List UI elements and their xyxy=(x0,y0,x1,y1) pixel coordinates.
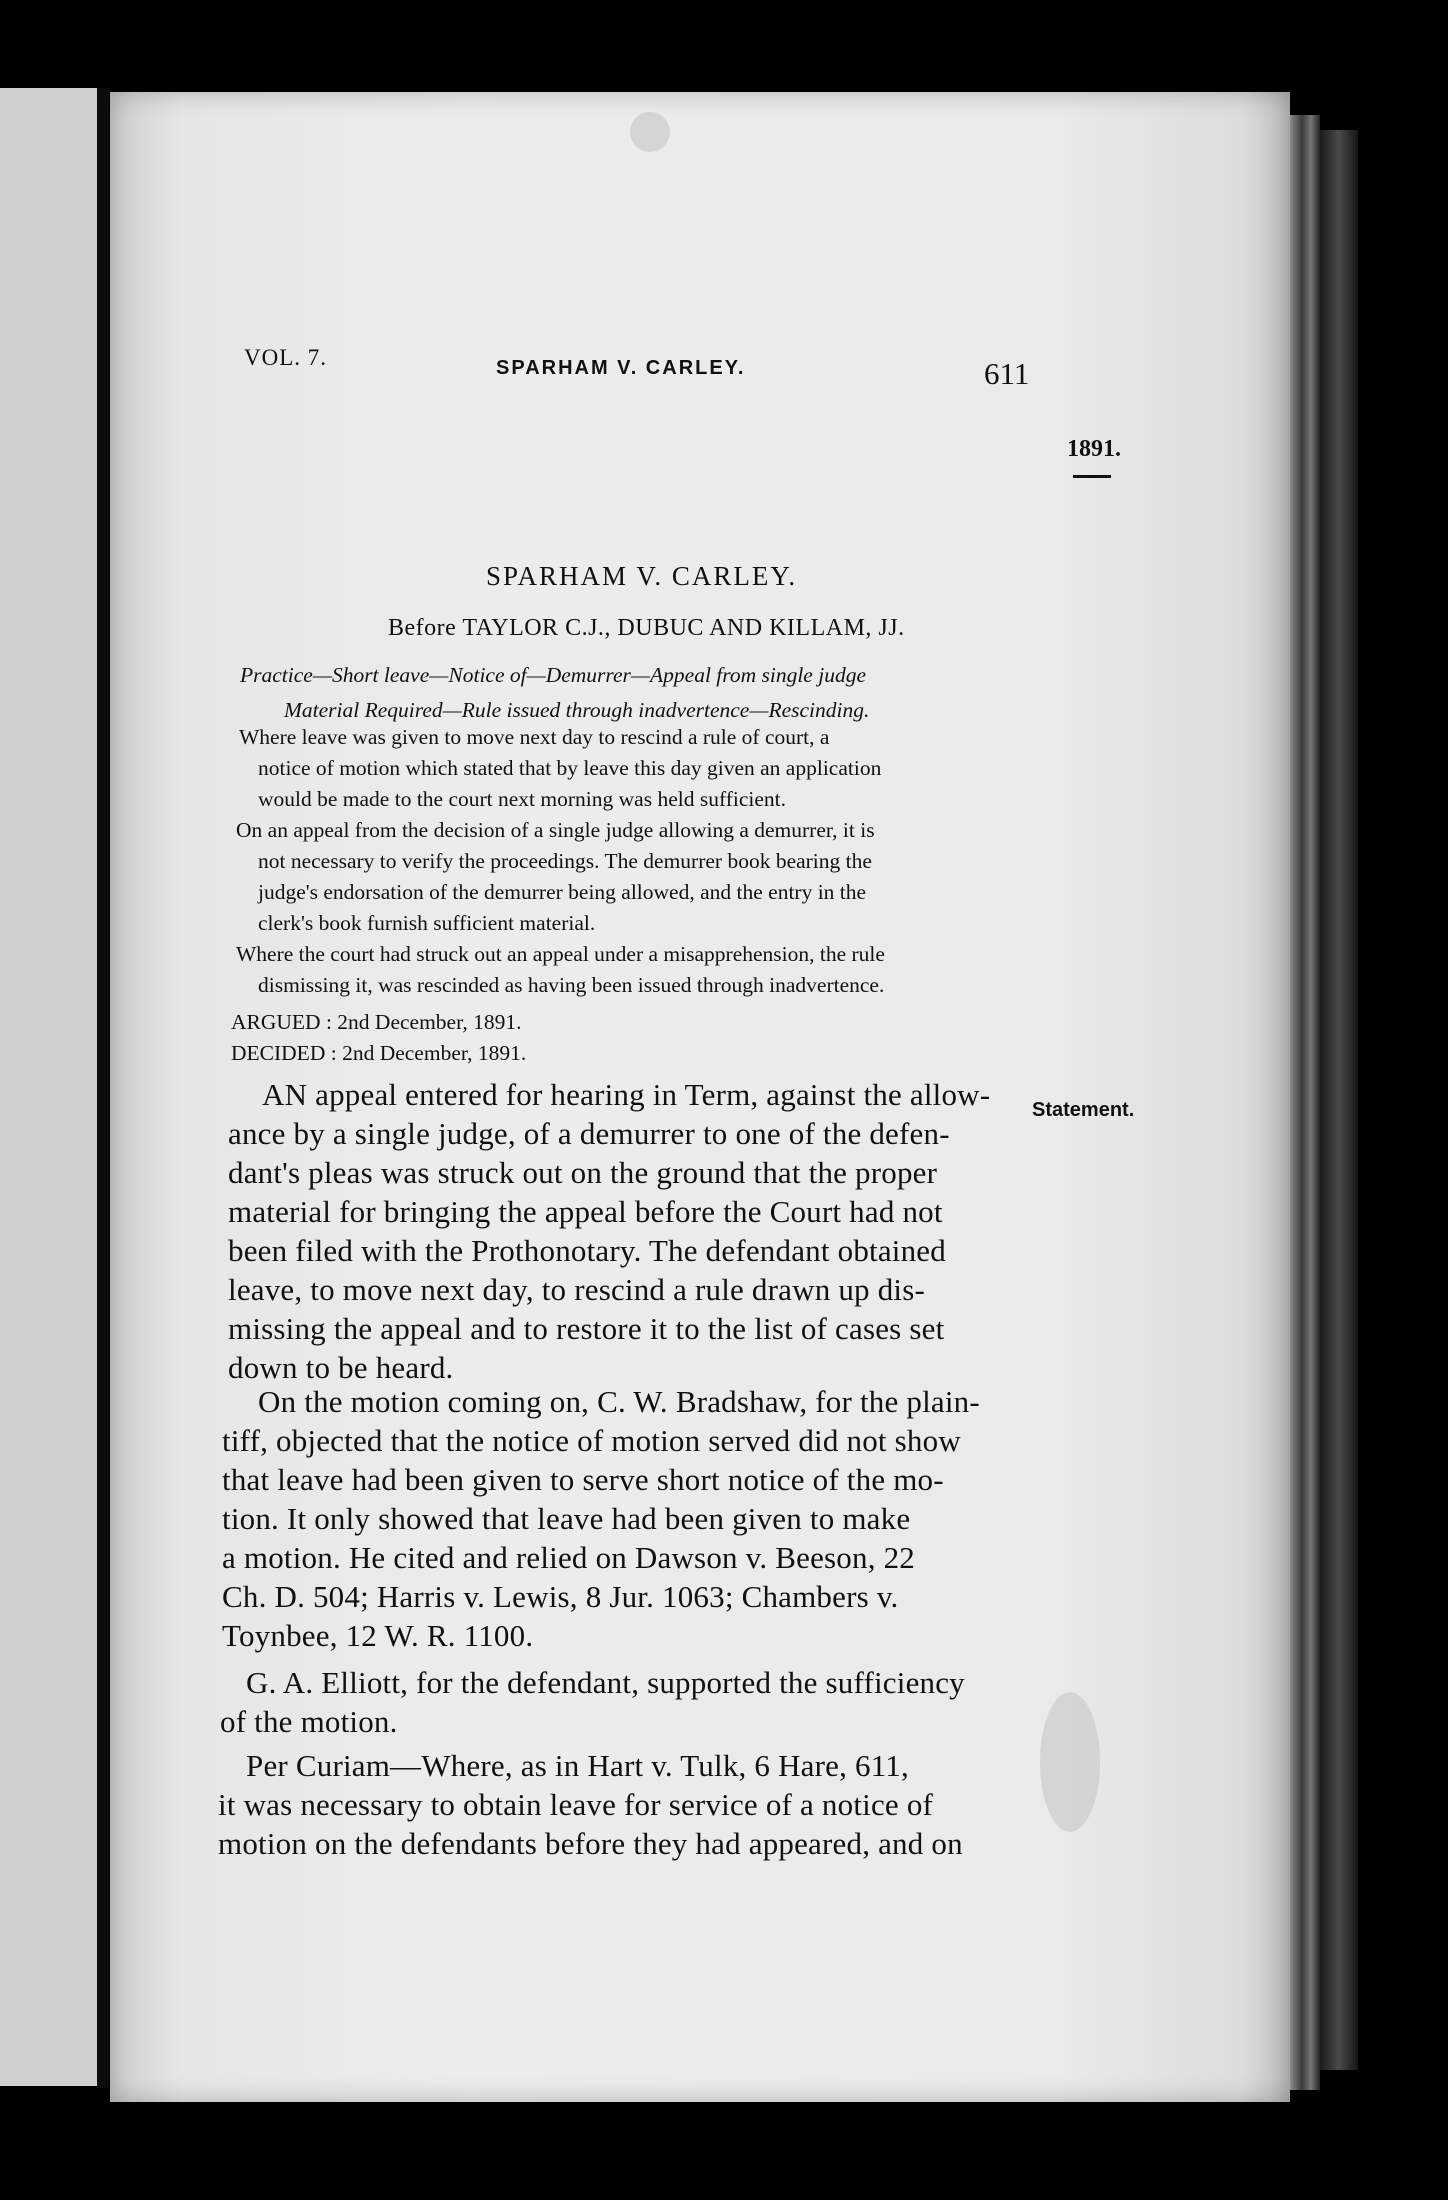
decided-date: DECIDED : 2nd December, 1891. xyxy=(231,1041,527,1065)
summary-line: dismissing it, was rescinded as having been issued through inadvertence. xyxy=(258,973,885,997)
headnote-line: Material Required—Rule issued through inadvertence—Rescinding. xyxy=(284,698,870,722)
summary-line: On an appeal from the decision of a single judge allowing a demurrer, it is xyxy=(236,818,875,842)
body-line: been filed with the Prothonotary. The defendant obtained xyxy=(228,1233,946,1268)
summary-line: notice of motion which stated that by leave this day given an application xyxy=(258,756,882,780)
running-head-title: SPARHAM V. CARLEY. xyxy=(496,357,746,379)
case-title: SPARHAM V. CARLEY. xyxy=(486,561,798,591)
body-line: leave, to move next day, to rescind a rule drawn up dis- xyxy=(228,1272,925,1307)
paper-stain xyxy=(1040,1692,1100,1832)
body-line: Ch. D. 504; Harris v. Lewis, 8 Jur. 1063; Chambers v. xyxy=(222,1579,899,1614)
summary-line: judge's endorsation of the demurrer being allowed, and the entry in the xyxy=(258,880,867,904)
body-line: motion on the defendants before they had appeared, and on xyxy=(218,1826,963,1861)
body-line: tion. It only showed that leave had been given to make xyxy=(222,1501,911,1536)
year-underline xyxy=(1073,475,1111,478)
body-line: it was necessary to obtain leave for service of a notice of xyxy=(218,1787,934,1822)
argued-date: ARGUED : 2nd December, 1891. xyxy=(231,1010,522,1034)
body-line: AN appeal entered for hearing in Term, against the allow- xyxy=(262,1077,991,1112)
body-line: G. A. Elliott, for the defendant, supported the sufficiency xyxy=(246,1665,965,1700)
body-line: On the motion coming on, C. W. Bradshaw, for the plain- xyxy=(258,1384,980,1419)
page-number: 611 xyxy=(984,356,1030,391)
body-line: that leave had been given to serve short notice of the mo- xyxy=(222,1462,944,1497)
page-stack-edge xyxy=(1290,115,1320,2090)
summary-line: not necessary to verify the proceedings. The demurrer book bearing the xyxy=(258,849,872,873)
paper-speck xyxy=(630,112,670,152)
body-line: Per Curiam—Where, as in Hart v. Tulk, 6 Hare, 611, xyxy=(246,1748,909,1783)
margin-statement-label: Statement. xyxy=(1032,1099,1135,1121)
summary-line: Where the court had struck out an appeal under a misapprehension, the rule xyxy=(236,942,885,966)
summary-line: Where leave was given to move next day to rescind a rule of court, a xyxy=(239,725,830,749)
body-line: of the motion. xyxy=(220,1704,398,1739)
body-line: down to be heard. xyxy=(228,1350,454,1385)
body-line: dant's pleas was struck out on the ground that the proper xyxy=(228,1155,938,1190)
summary-line: clerk's book furnish sufficient material. xyxy=(258,911,596,935)
headnote-line: Practice—Short leave—Notice of—Demurrer—Appeal from single judge xyxy=(240,663,866,687)
body-line: Toynbee, 12 W. R. 1100. xyxy=(222,1618,534,1653)
volume-label: VOL. 7. xyxy=(244,345,328,370)
binding-edge xyxy=(1320,130,1358,2070)
summary-line: would be made to the court next morning was held sufficient. xyxy=(258,787,787,811)
body-line: tiff, objected that the notice of motion served did not show xyxy=(222,1423,961,1458)
facing-page-edge xyxy=(0,88,97,2086)
body-line: missing the appeal and to restore it to the list of cases set xyxy=(228,1311,945,1346)
body-line: material for bringing the appeal before the Court had not xyxy=(228,1194,943,1229)
bench-line: Before TAYLOR C.J., DUBUC AND KILLAM, JJ. xyxy=(388,615,905,641)
margin-year: 1891. xyxy=(1067,436,1121,462)
book-gutter xyxy=(97,88,109,2088)
body-line: a motion. He cited and relied on Dawson v. Beeson, 22 xyxy=(222,1540,916,1575)
body-line: ance by a single judge, of a demurrer to one of the defen- xyxy=(228,1116,950,1151)
